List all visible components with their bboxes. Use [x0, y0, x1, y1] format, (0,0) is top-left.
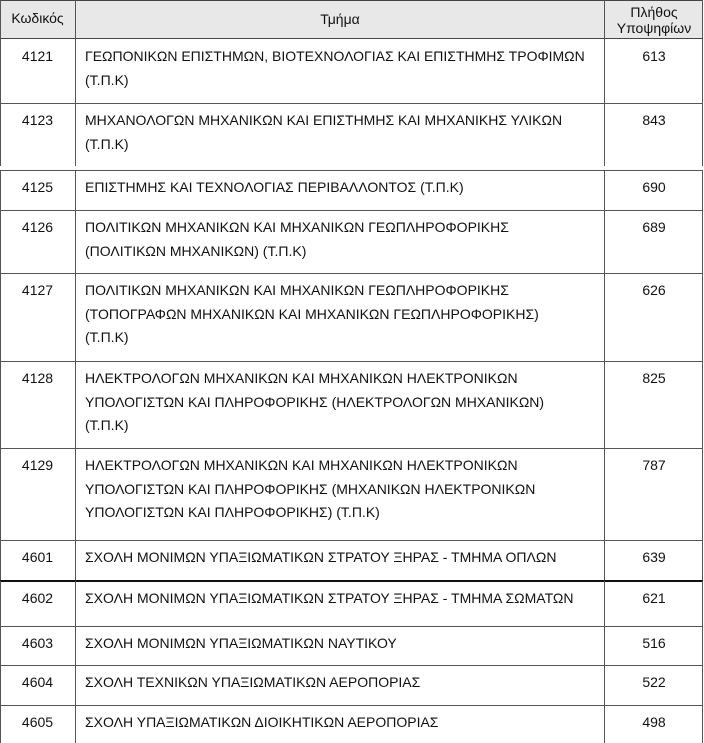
column-divider [0, 361, 1, 448]
column-divider [604, 540, 605, 581]
column-divider [75, 361, 76, 448]
cell-department-line: ΥΠΟΛΟΓΙΣΤΩΝ ΚΑΙ ΠΛΗΡΟΦΟΡΙΚΗΣ (ΜΗΧΑΝΙΚΩΝ ΗΛΕΚΤΡΟΝΙΚΩΝ [85, 480, 536, 497]
cell-count: 843 [642, 112, 666, 128]
cell-department-line: ΥΠΟΛΟΓΙΣΤΩΝ ΚΑΙ ΠΛΗΡΟΦΟΡΙΚΗΣ) (Τ.Π.Κ) [85, 504, 380, 520]
cell-count: 825 [642, 370, 666, 386]
cell-code: 4605 [21, 714, 54, 730]
cell-count: 626 [642, 282, 666, 298]
column-divider [0, 210, 1, 273]
column-divider [0, 626, 1, 665]
cell-department-line: ΗΛΕΚΤΡΟΛΟΓΩΝ ΜΗΧΑΝΙΚΩΝ ΚΑΙ ΜΗΧΑΝΙΚΩΝ ΗΛΕΚΤΡΟΝΙΚΩΝ [85, 457, 518, 473]
cell-count: 498 [642, 714, 666, 730]
column-divider [702, 170, 703, 210]
column-divider [604, 273, 605, 361]
column-divider [75, 170, 76, 210]
column-divider [702, 361, 703, 448]
cell-department-line: ΜΗΧΑΝΟΛΟΓΩΝ ΜΗΧΑΝΙΚΩΝ ΚΑΙ ΕΠΙΣΤΗΜΗΣ ΚΑΙ ΜΗΧΑΝΙΚΗΣ ΥΛΙΚΩΝ [85, 112, 563, 128]
cell-code: 4129 [21, 457, 54, 473]
row-divider [0, 580, 703, 582]
cell-department-line: ΣΧΟΛΗ ΜΟΝΙΜΩΝ ΥΠΑΞΙΩΜΑΤΙΚΩΝ ΝΑΥΤΙΚΟΥ [85, 635, 397, 651]
row-divider [0, 210, 703, 211]
row-divider [0, 103, 703, 104]
column-divider [0, 0, 1, 39]
column-divider [702, 581, 703, 626]
cell-code: 4121 [21, 48, 54, 64]
cell-department-line: ΓΕΩΠΟΝΙΚΩΝ ΕΠΙΣΤΗΜΩΝ, ΒΙΟΤΕΧΝΟΛΟΓΙΑΣ ΚΑΙ ΕΠΙΣΤΗΜΗΣ ΤΡΟΦΙΜΩΝ [85, 48, 585, 64]
column-divider [604, 705, 605, 743]
cell-count: 689 [642, 219, 666, 235]
column-divider [604, 448, 605, 540]
header-department: Τμήμα [320, 11, 360, 27]
column-divider [0, 170, 1, 210]
row-divider [0, 448, 703, 449]
cell-department-line: ΠΟΛΙΤΙΚΩΝ ΜΗΧΑΝΙΚΩΝ ΚΑΙ ΜΗΧΑΝΙΚΩΝ ΓΕΩΠΛΗΡΟΦΟΡΙΚΗΣ [85, 282, 509, 298]
column-divider [0, 540, 1, 581]
row-divider [0, 626, 703, 627]
cell-code: 4602 [21, 590, 54, 606]
cell-count: 690 [642, 179, 666, 195]
row-divider [0, 540, 703, 541]
column-divider [75, 448, 76, 540]
column-divider [604, 665, 605, 705]
cell-count: 787 [642, 457, 666, 473]
column-divider [0, 448, 1, 540]
column-divider [604, 103, 605, 166]
column-divider [75, 39, 76, 103]
cell-department-line: (Τ.Π.Κ) [85, 135, 129, 152]
column-divider [604, 581, 605, 626]
cell-department-line: (ΤΟΠΟΓΡΑΦΩΝ ΜΗΧΑΝΙΚΩΝ ΚΑΙ ΜΗΧΑΝΙΚΩΝ ΓΕΩΠΛΗΡΟΦΟΡΙΚΗΣ) [85, 305, 539, 322]
cell-department-line: ΣΧΟΛΗ ΜΟΝΙΜΩΝ ΥΠΑΞΙΩΜΑΤΙΚΩΝ ΣΤΡΑΤΟΥ ΞΗΡΑΣ - ΤΜΗΜΑ ΟΠΛΩΝ [85, 549, 557, 565]
column-divider [702, 210, 703, 273]
column-divider [0, 705, 1, 743]
cell-code: 4128 [21, 370, 54, 386]
column-divider [702, 0, 703, 39]
row-divider [0, 665, 703, 666]
column-divider [75, 103, 76, 166]
column-divider [702, 39, 703, 103]
cell-code: 4127 [21, 282, 54, 298]
column-divider [75, 626, 76, 665]
cell-department-line: (ΠΟΛΙΤΙΚΩΝ ΜΗΧΑΝΙΚΩΝ) (Τ.Π.Κ) [85, 242, 307, 259]
column-divider [0, 103, 1, 166]
cell-code: 4126 [21, 219, 54, 235]
header-count-line1: Πλήθος [630, 4, 678, 20]
column-divider [604, 626, 605, 665]
column-divider [75, 273, 76, 361]
column-divider [75, 210, 76, 273]
cell-department-line: ΣΧΟΛΗ ΥΠΑΞΙΩΜΑΤΙΚΩΝ ΔΙΟΙΚΗΤΙΚΩΝ ΑΕΡΟΠΟΡΙΑΣ [85, 714, 439, 730]
column-divider [604, 361, 605, 448]
column-divider [0, 581, 1, 626]
cell-code: 4601 [21, 549, 54, 565]
column-divider [604, 0, 605, 39]
header-count-line2: Υποψηφίων [616, 20, 692, 36]
cell-department-line: (Τ.Π.Κ) [85, 71, 129, 88]
row-divider [0, 361, 703, 362]
cell-department-line: (Τ.Π.Κ) [85, 329, 129, 345]
column-divider [0, 39, 1, 103]
cell-code: 4603 [21, 635, 54, 651]
row-divider [0, 705, 703, 706]
column-divider [604, 39, 605, 103]
column-divider [75, 705, 76, 743]
cell-department-line: ΥΠΟΛΟΓΙΣΤΩΝ ΚΑΙ ΠΛΗΡΟΦΟΡΙΚΗΣ (ΗΛΕΚΤΡΟΛΟΓΩΝ ΜΗΧΑΝΙΚΩΝ) [85, 393, 545, 410]
column-divider [702, 665, 703, 705]
cell-department-line: (Τ.Π.Κ) [85, 417, 129, 433]
cell-count: 522 [642, 674, 666, 690]
cell-department-line: ΠΟΛΙΤΙΚΩΝ ΜΗΧΑΝΙΚΩΝ ΚΑΙ ΜΗΧΑΝΙΚΩΝ ΓΕΩΠΛΗΡΟΦΟΡΙΚΗΣ [85, 219, 509, 235]
column-divider [0, 273, 1, 361]
cell-count: 639 [642, 549, 666, 565]
column-divider [702, 540, 703, 581]
cell-code: 4604 [21, 674, 54, 690]
cell-code: 4123 [21, 112, 54, 128]
cell-count: 621 [642, 590, 666, 606]
column-divider [75, 665, 76, 705]
cell-code: 4125 [21, 179, 54, 195]
column-divider [75, 581, 76, 626]
cell-department-line: ΣΧΟΛΗ ΤΕΧΝΙΚΩΝ ΥΠΑΞΙΩΜΑΤΙΚΩΝ ΑΕΡΟΠΟΡΙΑΣ [85, 674, 421, 690]
cell-department-line: ΕΠΙΣΤΗΜΗΣ ΚΑΙ ΤΕΧΝΟΛΟΓΙΑΣ ΠΕΡΙΒΑΛΛΟΝΤΟΣ (Τ.Π.Κ) [85, 179, 464, 195]
cell-count: 516 [642, 635, 666, 651]
column-divider [702, 626, 703, 665]
column-divider [604, 170, 605, 210]
column-divider [702, 705, 703, 743]
header-code: Κωδικός [11, 10, 64, 26]
column-divider [75, 540, 76, 581]
row-divider [0, 273, 703, 274]
column-divider [604, 210, 605, 273]
row-divider [0, 170, 703, 171]
cell-department-line: ΣΧΟΛΗ ΜΟΝΙΜΩΝ ΥΠΑΞΙΩΜΑΤΙΚΩΝ ΣΤΡΑΤΟΥ ΞΗΡΑΣ - ΤΜΗΜΑ ΣΩΜΑΤΩΝ [85, 590, 574, 606]
column-divider [702, 273, 703, 361]
column-divider [702, 103, 703, 166]
cell-count: 613 [642, 48, 666, 64]
column-divider [0, 665, 1, 705]
cell-department-line: ΗΛΕΚΤΡΟΛΟΓΩΝ ΜΗΧΑΝΙΚΩΝ ΚΑΙ ΜΗΧΑΝΙΚΩΝ ΗΛΕΚΤΡΟΝΙΚΩΝ [85, 370, 518, 386]
column-divider [702, 448, 703, 540]
column-divider [75, 0, 76, 39]
